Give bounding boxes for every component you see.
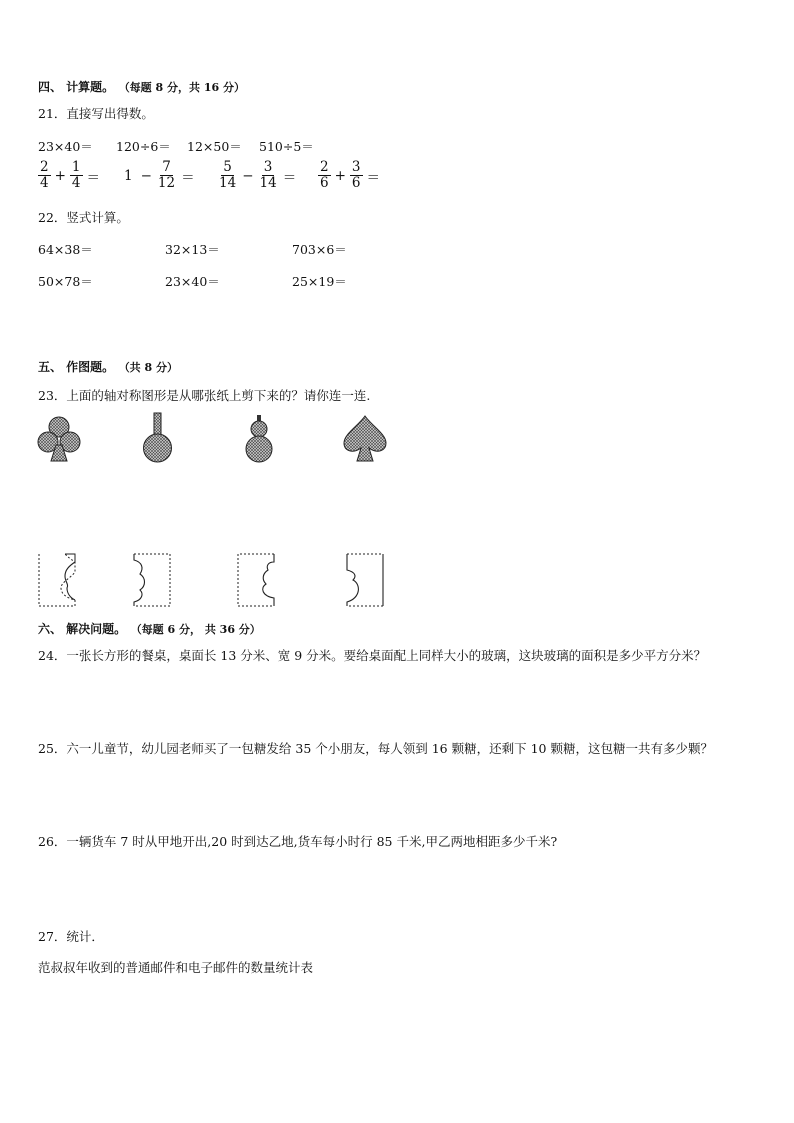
club-shape-icon	[36, 415, 82, 465]
question-24: 24．一张长方形的餐桌，桌面长 13 分米、宽 9 分米。要给桌面配上同样大小的玻璃，这块玻璃的面积是多少平方分米？	[38, 648, 707, 663]
paper-3-icon	[236, 552, 278, 608]
spade-shape-icon	[342, 414, 388, 464]
calc-item: 703×6＝	[292, 242, 347, 257]
calc-item: 32×13＝	[165, 242, 220, 257]
paper-4-icon	[345, 552, 387, 608]
section-title: 六、 解决问题。	[38, 622, 127, 636]
paper-1-icon	[37, 552, 77, 608]
fraction-expr-2: 1 − $\frac{7}{12}$ ＝	[124, 159, 195, 191]
section-title: 四、 计算题。	[38, 80, 115, 94]
fraction: $\frac{2}{6}$	[320, 159, 329, 191]
section-title: 五、 作图题。	[38, 360, 115, 374]
section-note: （每题 6 分， 共 36 分）	[136, 623, 261, 636]
fraction: $\frac{7}{12}$	[157, 159, 176, 191]
fraction-expr-1: $\frac{2}{4}$ + $\frac{1}{4}$ ＝	[40, 159, 100, 191]
calc-item: 12×50＝	[187, 139, 242, 154]
calc-item: 23×40＝	[165, 274, 220, 289]
fraction-expr-3: $\frac{5}{14}$ − $\frac{3}{14}$ ＝	[219, 159, 297, 191]
calc-item: 50×78＝	[38, 274, 93, 289]
calc-item: 25×19＝	[292, 274, 347, 289]
fraction-expr-4: $\frac{2}{6}$ + $\frac{3}{6}$ ＝	[320, 159, 380, 191]
question-23-label: 23．上面的轴对称图形是从哪张纸上剪下来的？请你连一连.	[38, 388, 371, 403]
table-caption: 范叔叔年收到的普通邮件和电子邮件的数量统计表	[38, 960, 314, 975]
section-5-heading	[38, 358, 178, 375]
calc-item: 23×40＝	[38, 139, 93, 154]
question-21-label: 21．直接写出得数。	[38, 106, 154, 121]
question-26: 26．一辆货车 7 时从甲地开出,20 时到达乙地,货车每小时行 85 千米,甲乙两地相距多少千米?	[38, 834, 558, 849]
fraction: $\frac{2}{4}$	[40, 159, 49, 191]
calc-item: 64×38＝	[38, 242, 93, 257]
section-6-heading	[38, 620, 261, 637]
question-22-label: 22．竖式计算。	[38, 210, 129, 225]
fraction: $\frac{3}{6}$	[351, 159, 361, 191]
paper-2-icon	[132, 552, 174, 608]
fraction: $\frac{3}{14}$	[259, 159, 277, 191]
question-27-label: 27．统计．	[38, 929, 104, 944]
calc-item: 120÷6＝	[116, 139, 171, 154]
ladle-shape-icon	[140, 412, 176, 464]
gourd-shape-icon	[243, 414, 275, 464]
fraction: $\frac{1}{4}$	[71, 159, 81, 191]
section-note: （共 8 分）	[124, 361, 179, 374]
section-note: （每题 8 分，共 16 分）	[124, 81, 245, 94]
calc-item: 510÷5＝	[259, 139, 314, 154]
question-25: 25．六一儿童节，幼儿园老师买了一包糖发给 35 个小朋友，每人领到 16 颗糖，还剩下 10 颗糖，这包糖一共有多少颗？	[38, 741, 713, 756]
section-4-heading	[38, 78, 245, 95]
fraction: $\frac{5}{14}$	[219, 159, 237, 191]
